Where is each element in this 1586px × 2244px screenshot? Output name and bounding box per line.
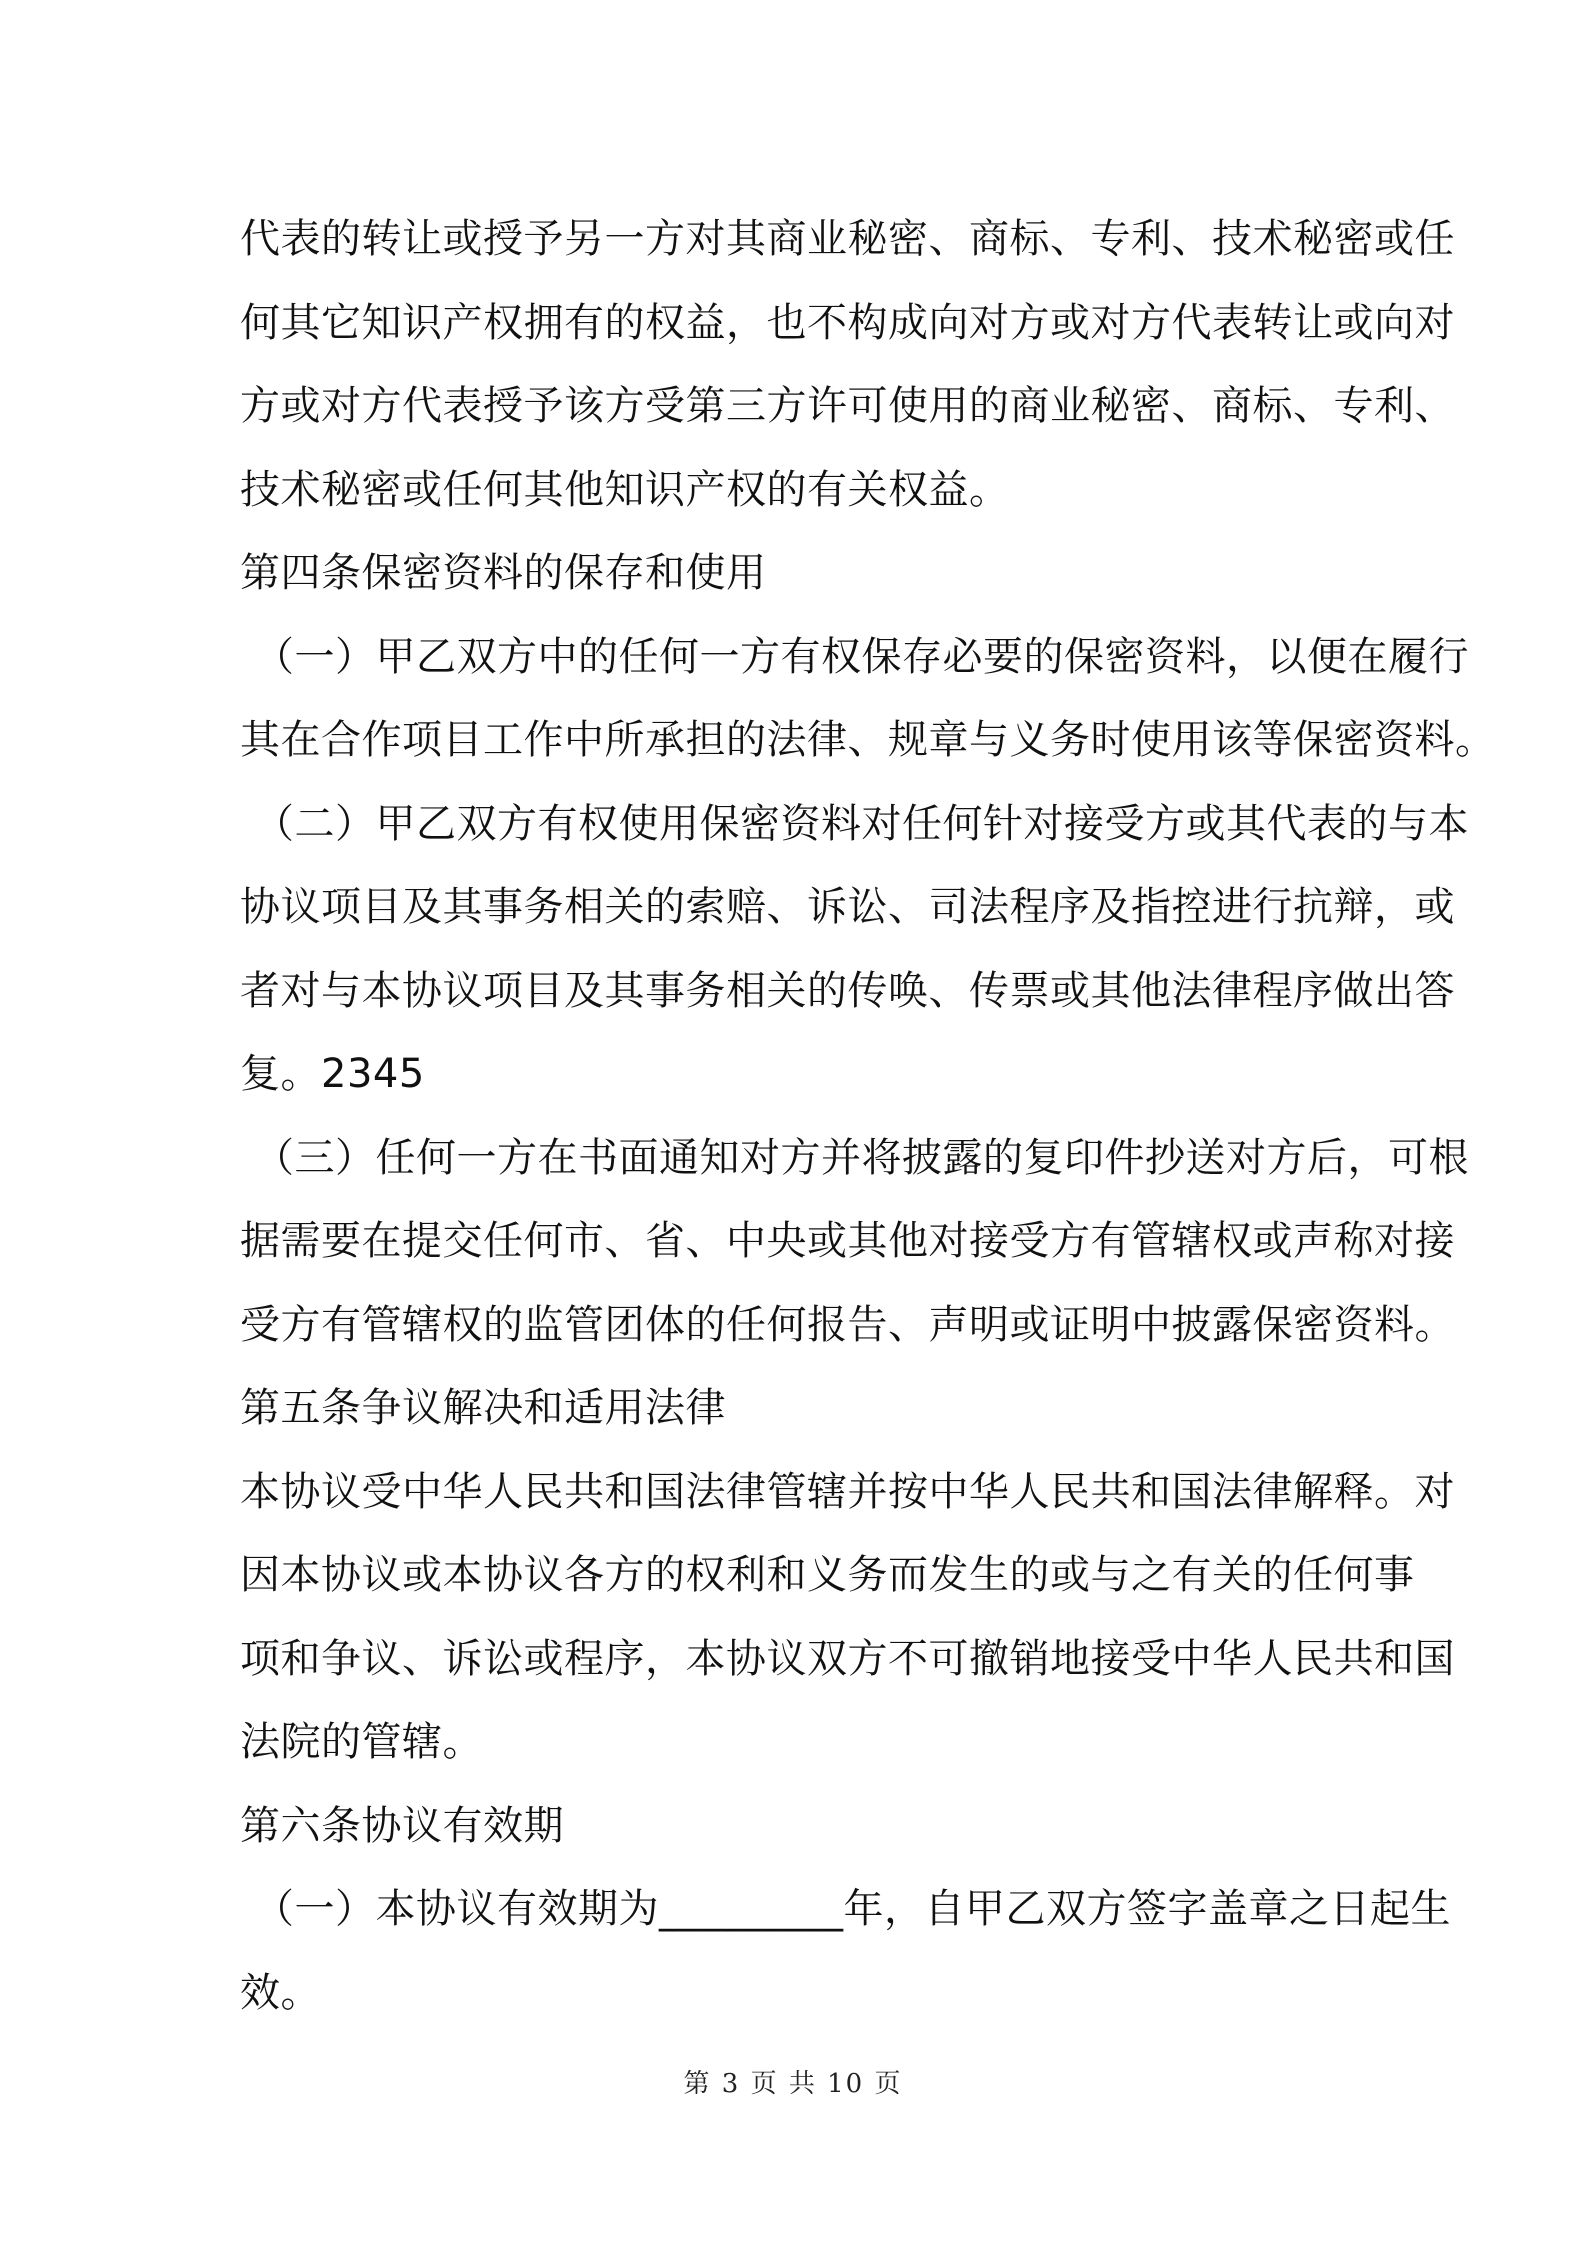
text-line: 本协议受中华人民共和国法律管辖并按中华人民共和国法律解释。对 <box>240 1468 1455 1515</box>
text-line: 因本协议或本协议各方的权利和义务而发生的或与之有关的任何事 <box>240 1552 1415 1598</box>
text-line: 方或对方代表授予该方受第三方许可使用的商业秘密、商标、专利、 <box>240 383 1455 429</box>
page-number-footer: 第 3 页 共 10 页 <box>683 2069 903 2099</box>
article-heading: 第五条争议解决和适用法律 <box>240 1385 726 1431</box>
text-line: （一）本协议有效期为_________年，自甲乙双方签字盖章之日起生 <box>254 1886 1451 1932</box>
text-line: 代表的转让或授予另一方对其商业秘密、商标、专利、技术秘密或任 <box>240 216 1455 262</box>
text-line: 受方有管辖权的监管团体的任何报告、声明或证明中披露保密资料。 <box>240 1301 1455 1348</box>
text-line: 据需要在提交任何市、省、中央或其他对接受方有管辖权或声称对接 <box>240 1218 1455 1264</box>
article-heading: 第六条协议有效期 <box>240 1802 564 1849</box>
text-line: 者对与本协议项目及其事务相关的传唤、传票或其他法律程序做出答 <box>240 967 1455 1014</box>
text-line: （一）甲乙双方中的任何一方有权保存必要的保密资料，以便在履行 <box>254 633 1469 680</box>
text-line: 法院的管辖。 <box>240 1719 483 1765</box>
article-heading: 第四条保密资料的保存和使用 <box>240 550 767 596</box>
document-body <box>240 198 1496 2035</box>
text-line: 复。2345 <box>240 1051 425 1097</box>
text-line: 其在合作项目工作中所承担的法律、规章与义务时使用该等保密资料。 <box>240 717 1496 763</box>
text-line: （二）甲乙双方有权使用保密资料对任何针对接受方或其代表的与本 <box>254 800 1469 847</box>
text-line: 协议项目及其事务相关的索赔、诉讼、司法程序及指控进行抗辩，或 <box>240 884 1455 930</box>
text-line: 何其它知识产权拥有的权益，也不构成向对方或对方代表转让或向对 <box>240 299 1455 346</box>
text-line: （三）任何一方在书面通知对方并将披露的复印件抄送对方后，可根 <box>254 1134 1469 1181</box>
text-line: 项和争议、诉讼或程序，本协议双方不可撤销地接受中华人民共和国 <box>240 1635 1455 1682</box>
text-line: 技术秘密或任何其他知识产权的有关权益。 <box>240 466 1010 513</box>
text-line: 效。 <box>240 1969 321 2016</box>
